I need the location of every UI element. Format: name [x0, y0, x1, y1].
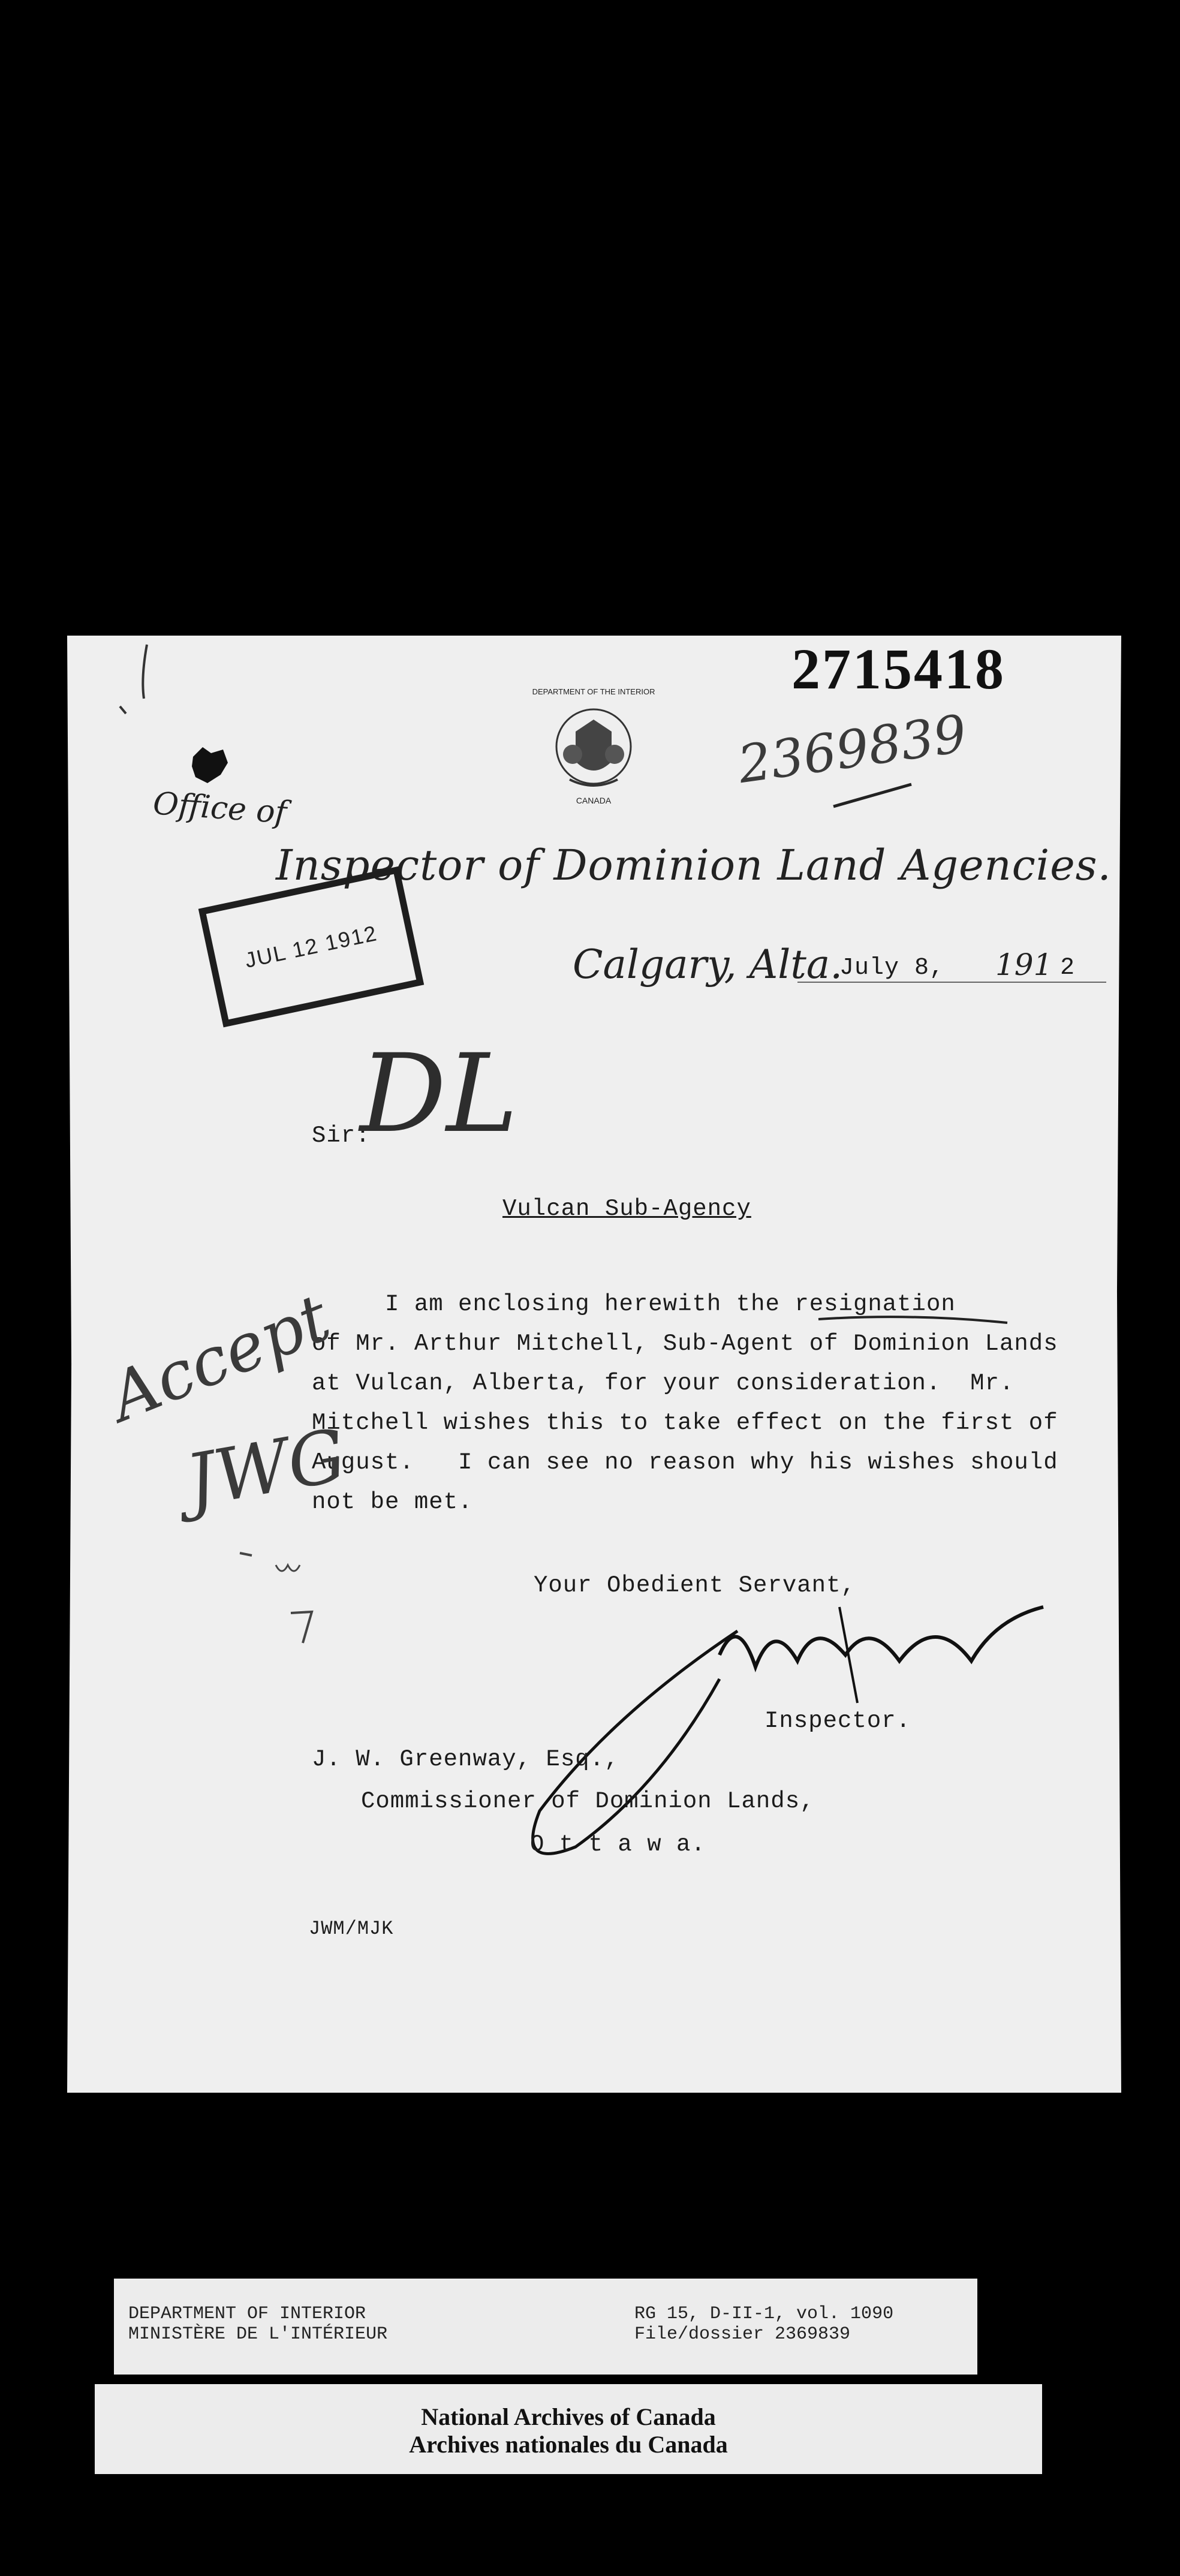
addressee-city: O t t a w a. [530, 1831, 706, 1858]
body-line: at Vulcan, Alberta, for your consideration. Mr. [312, 1370, 1015, 1397]
marginal-initials: JWG [179, 1413, 353, 1524]
dept-name-fr: MINISTÈRE DE L'INTÉRIEUR [128, 2324, 388, 2345]
body-line: I am enclosing herewith the resignation [312, 1291, 956, 1317]
body-line: Mitchell wishes this to take effect on the first of [312, 1410, 1058, 1436]
seal-bottom-text: CANADA [576, 796, 612, 805]
received-date: JUL 12 1912 [242, 920, 380, 973]
letterhead-year-prefix: 191 [995, 947, 1053, 982]
letterhead-title: Inspector of Dominion Land Agencies. [276, 841, 1112, 890]
dept-name-en: DEPARTMENT OF INTERIOR [128, 2304, 366, 2324]
letterhead-place: Calgary, Alta. [573, 941, 843, 988]
salutation: Sir: [312, 1123, 371, 1149]
file-number-stamp: 2715418 [791, 637, 1006, 701]
handwritten-dl-initials: DL [360, 1031, 518, 1157]
file-dossier: File/dossier 2369839 [634, 2324, 851, 2345]
body-line: of Mr. Arthur Mitchell, Sub-Agent of Dominion Lands [312, 1331, 1058, 1357]
record-group: RG 15, D-II-1, vol. 1090 [634, 2304, 894, 2324]
national-archives-label [95, 2384, 1042, 2474]
letterhead-office-of: Office of [152, 786, 288, 831]
addressee-name: J. W. Greenway, Esq., [312, 1746, 619, 1772]
archives-name-en: National Archives of Canada [421, 2403, 716, 2430]
body-line: not be met. [312, 1489, 473, 1515]
signature-title: Inspector. [764, 1708, 911, 1734]
archive-reference-label [114, 2279, 977, 2375]
body-line: August. I can see no reason why his wishes should [312, 1449, 1058, 1476]
reference-initials: JWM/MJK [309, 1918, 394, 1940]
marginal-accept: Accept [98, 1279, 341, 1436]
closing: Your Obedient Servant, [534, 1572, 856, 1599]
seal-top-text: DEPARTMENT OF THE INTERIOR [532, 687, 655, 696]
addressee-title: Commissioner of Dominion Lands, [361, 1788, 815, 1814]
letterhead-year-suffix: 2 [1060, 955, 1076, 982]
subject-line: Vulcan Sub-Agency [502, 1196, 751, 1222]
archives-name-fr: Archives nationales du Canada [409, 2431, 728, 2458]
handwritten-file-ref: 2369839 [734, 703, 971, 796]
letter-date: July 8, [839, 955, 945, 982]
